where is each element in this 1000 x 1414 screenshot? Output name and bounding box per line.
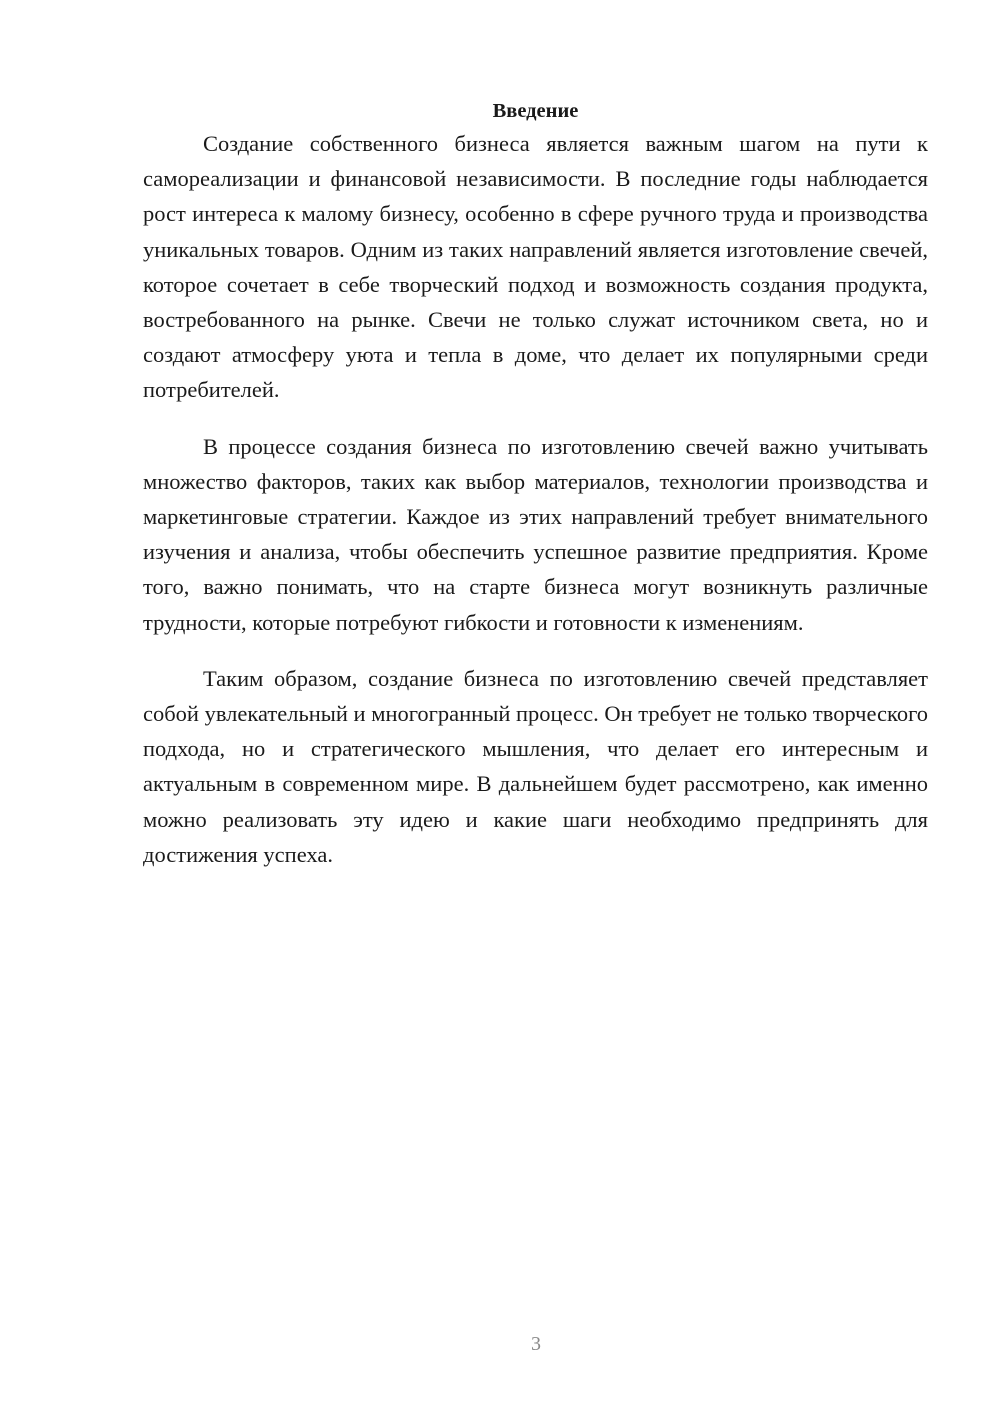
page-number: 3: [531, 1333, 541, 1355]
page-content: [143, 96, 928, 872]
paragraph-3: Таким образом, создание бизнеса по изготовлению свечей представляет собой увлекательный и многогранный процесс. Он требует не только творческого подхода, но и стратегического мышления, что делает его интересным и актуальным в современном мире. В дальнейшем будет рассмотрено, как именно можно реализовать эту идею и какие шаги необходимо предпринять для достижения успеха.: [143, 665, 928, 867]
section-heading: Введение: [492, 100, 579, 122]
paragraph-1: Создание собственного бизнеса является важным шагом на пути к самореализации и финансовой независимости. В последние годы наблюдается рост интереса к малому бизнесу, особенно в сфере ручного труда и производства уникальных товаров. Одним из таких направлений является изготовление свечей, которое сочетает в себе творческий подход и возможность создания продукта, востребованного на рынке. Свечи не только служат источником света, но и создают атмосферу уюта и тепла в доме, что делает их популярными среди потребителей.: [143, 131, 928, 403]
paragraph-2: В процессе создания бизнеса по изготовлению свечей важно учитывать множество факторов, таких как выбор материалов, технологии производства и маркетинговые стратегии. Каждое из этих направлений требует внимательного изучения и анализа, чтобы обеспечить успешное развитие предприятия. Кроме того, важно понимать, что на старте бизнеса могут возникнуть различные трудности, которые потребуют гибкости и готовности к изменениям.: [143, 433, 928, 635]
